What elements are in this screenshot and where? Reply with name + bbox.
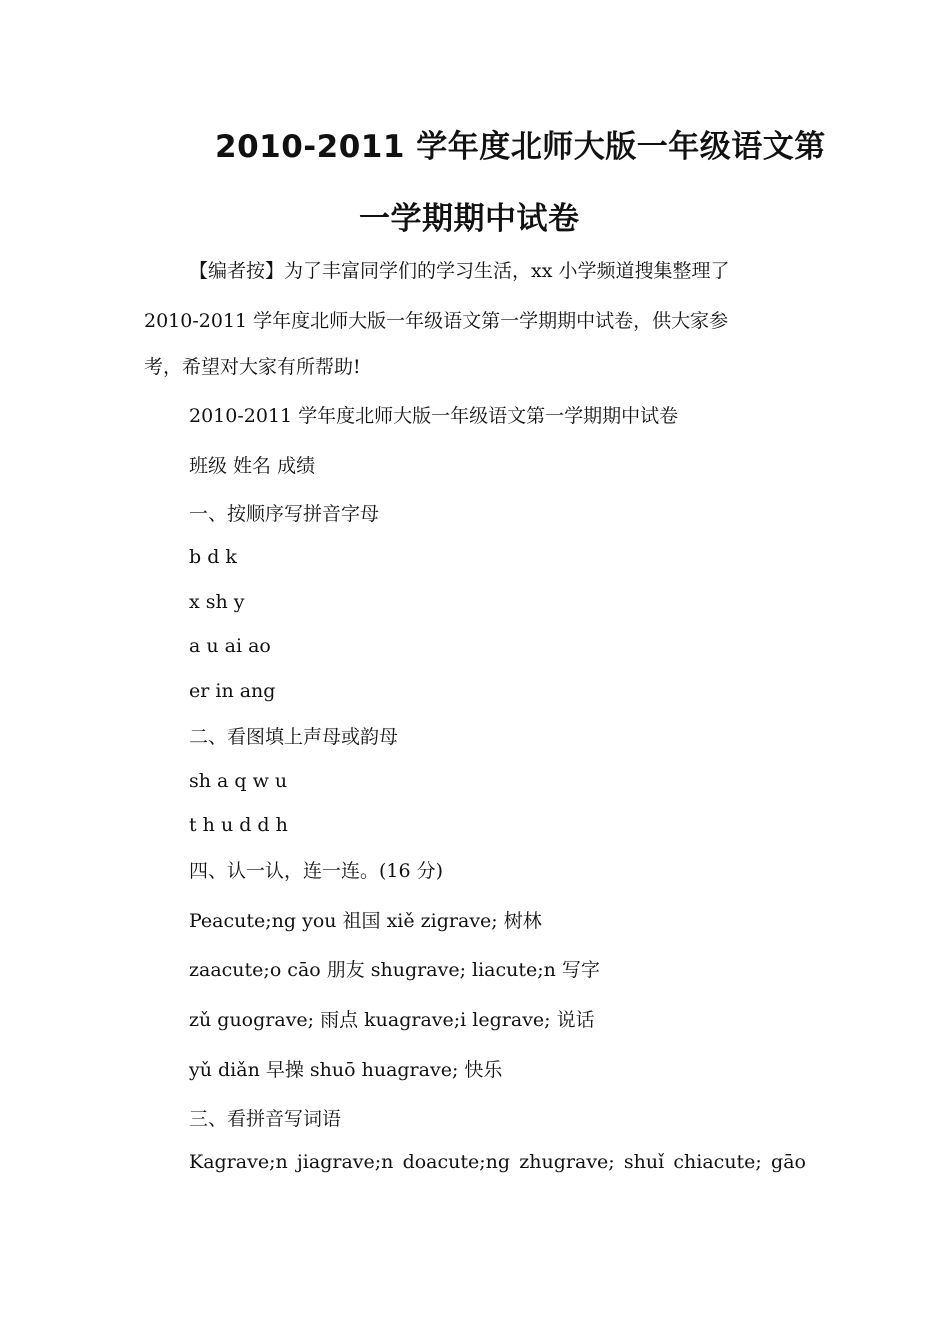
document-title-line-2: 一学期期中试卷 xyxy=(359,201,580,237)
pinyin-word: shuǐ xyxy=(623,1151,665,1173)
pinyin-word: gāo xyxy=(771,1151,806,1173)
class-info-line: 班级 姓名 成绩 xyxy=(189,455,316,477)
section-4-line-2: zaacute;o cāo 朋友 shugrave; liacute;n 写字 xyxy=(189,959,600,981)
pinyin-word: Kagrave;n xyxy=(189,1151,288,1173)
section-1-line-3: a u ai ao xyxy=(189,635,271,657)
pinyin-word: zhugrave; xyxy=(519,1151,615,1173)
section-1-line-1: b d k xyxy=(189,546,237,568)
pinyin-word: doacute;ng xyxy=(402,1151,511,1173)
section-1-line-4: er in ang xyxy=(189,680,276,702)
section-2-line-2: t h u d d h xyxy=(189,814,288,836)
section-3-heading: 三、看拼音写词语 xyxy=(189,1108,342,1130)
section-2-line-1: sh a q w u xyxy=(189,770,288,792)
section-4-line-1: Peacute;ng you 祖国 xiě zigrave; 树林 xyxy=(189,910,542,932)
intro-line-1: 【编者按】为了丰富同学们的学习生活，xx 小学频道搜集整理了 xyxy=(189,260,730,282)
intro-line-2: 2010-2011 学年度北师大版一年级语文第一学期期中试卷，供大家参 xyxy=(144,310,729,332)
section-2-heading: 二、看图填上声母或韵母 xyxy=(189,726,399,748)
section-4-line-3: zǔ guograve; 雨点 kuagrave;i legrave; 说话 xyxy=(189,1009,595,1031)
section-3-words-line xyxy=(189,1153,806,1172)
exam-subtitle: 2010-2011 学年度北师大版一年级语文第一学期期中试卷 xyxy=(189,405,679,427)
document-title-line-1: 2010-2011 学年度北师大版一年级语文第 xyxy=(215,129,826,165)
section-4-heading: 四、认一认，连一连。(16 分) xyxy=(189,860,444,882)
pinyin-word: chiacute; xyxy=(673,1151,762,1173)
section-1-heading: 一、按顺序写拼音字母 xyxy=(189,503,380,525)
intro-line-3: 考，希望对大家有所帮助! xyxy=(144,356,361,378)
section-1-line-2: x sh y xyxy=(189,591,245,613)
pinyin-word: jiagrave;n xyxy=(296,1151,394,1173)
section-4-line-4: yǔ diǎn 早操 shuō huagrave; 快乐 xyxy=(189,1059,503,1081)
